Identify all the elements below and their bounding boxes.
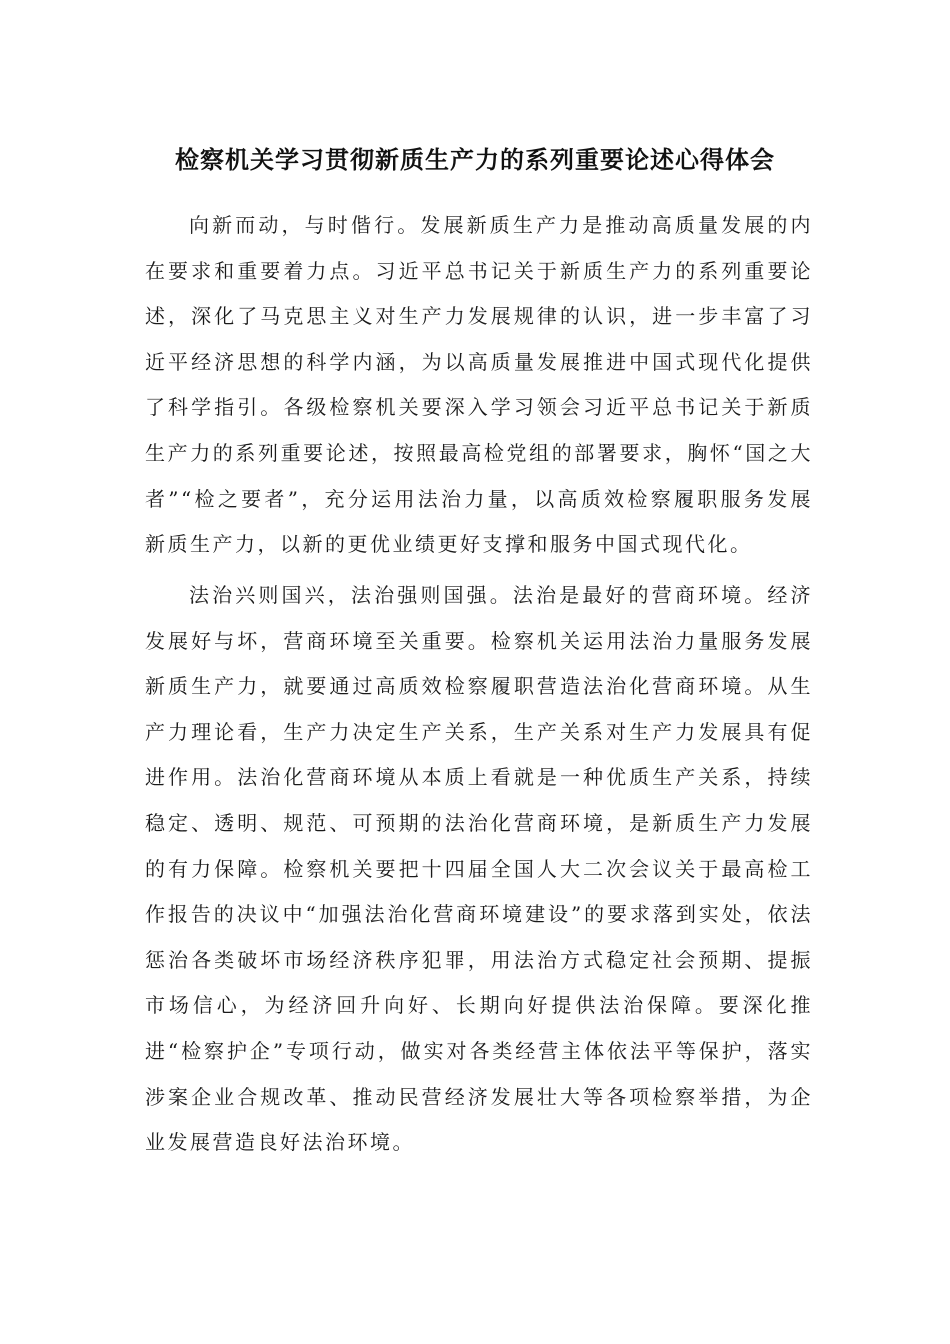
paragraph-2: 法治兴则国兴，法治强则国强。法治是最好的营商环境。经济发展好与坏，营商环境至关重要。检察机关运用法治力量服务发展新质生产力，就要通过高质效检察履职营造法治化营商环境。从生产力理论看，生产力决定生产关系，生产关系对生产力发展具有促进作用。法治化营商环境从本质上看就是一种优质生产关系，持续稳定、透明、规范、可预期的法治化营商环境，是新质生产力发展的有力保障。检察机关要把十四届全国人大二次会议关于最高检工作报告的决议中“加强法治化营商环境建设”的要求落到实处，依法惩治各类破坏市场经济秩序犯罪，用法治方式稳定社会预期、提振市场信心，为经济回升向好、长期向好提供法治保障。要深化推进“检察护企”专项行动，做实对各类经营主体依法平等保护，落实涉案企业合规改革、推动民营经济发展壮大等各项检察举措，为企业发展营造良好法治环境。 [145, 583, 813, 1155]
document-title: 检察机关学习贯彻新质生产力的系列重要论述心得体会 [175, 145, 775, 174]
paragraph-1: 向新而动，与时偕行。发展新质生产力是推动高质量发展的内在要求和重要着力点。习近平总书记关于新质生产力的系列重要论述，深化了马克思主义对生产力发展规律的认识，进一步丰富了习近平经济思想的科学内涵，为以高质量发展推进中国式现代化提供了科学指引。各级检察机关要深入学习领会习近平总书记关于新质生产力的系列重要论述，按照最高检党组的部署要求，胸怀“国之大者”“检之要者”，充分运用法治力量，以高质效检察履职服务发展新质生产力，以新的更优业绩更好支撑和服务中国式现代化。 [145, 213, 813, 557]
